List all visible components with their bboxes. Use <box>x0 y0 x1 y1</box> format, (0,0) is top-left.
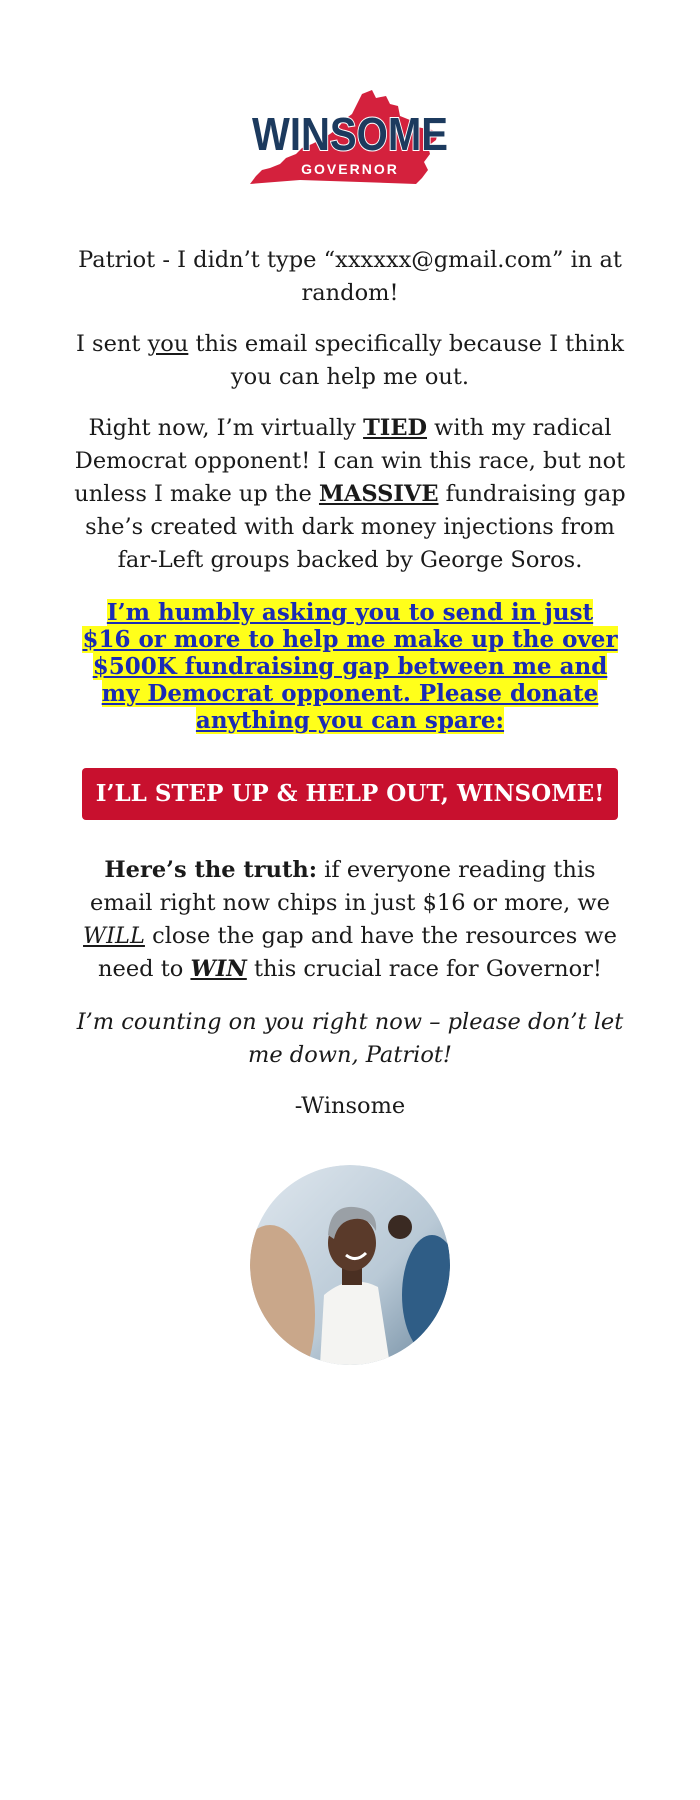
intro-before: I sent <box>75 331 148 357</box>
donation-ask-link[interactable]: I’m humbly asking you to send in just $16 or more to help me make up the over $500K fundraising gap between me and my Democrat opponent. Please donate anything you can spare: <box>82 599 618 734</box>
truth-paragraph <box>70 854 630 986</box>
race-part2: with my radical Democrat opponent! I can win this race, but not unless I make up the <box>74 415 626 507</box>
intro-after: this email specifically because I think you can help me out. <box>188 331 624 390</box>
greeting-paragraph: Patriot - I didn’t type “xxxxxx@gmail.com” in at random! <box>78 247 622 306</box>
race-part3: fundraising gap she’s created with dark money injections from far-Left groups backed by George Soros. <box>85 481 626 573</box>
race-tied: TIED <box>363 415 427 441</box>
donation-ask <box>70 599 630 734</box>
truth-part3: this crucial race for Governor! <box>246 956 602 982</box>
signature: -Winsome <box>294 1093 406 1119</box>
truth-win: WIN <box>190 956 247 982</box>
candidate-photo <box>250 1165 450 1365</box>
race-paragraph <box>70 412 630 577</box>
donate-button[interactable]: I’LL STEP UP & HELP OUT, WINSOME! <box>82 768 618 820</box>
email-content <box>70 88 630 1365</box>
truth-will: WILL <box>83 923 145 949</box>
campaign-logo <box>240 88 460 190</box>
race-massive: MASSIVE <box>318 481 439 507</box>
logo-wordmark: WINSOME <box>252 108 448 160</box>
logo-subtitle: GOVERNOR <box>301 161 399 177</box>
closing-paragraph: I’m counting on you right now – please don’t let me down, Patriot! <box>76 1009 624 1068</box>
intro-paragraph <box>70 328 630 394</box>
truth-lead: Here’s the truth: <box>104 857 318 883</box>
truth-part1: if everyone reading this email right now chips in just $16 or more, we <box>90 857 610 916</box>
truth-part2: close the gap and have the resources we need to <box>98 923 617 982</box>
intro-emphasis: you <box>147 331 189 357</box>
email-page <box>0 88 700 1800</box>
race-part1: Right now, I’m virtually <box>88 415 364 441</box>
photo-bystander-head <box>388 1215 412 1239</box>
